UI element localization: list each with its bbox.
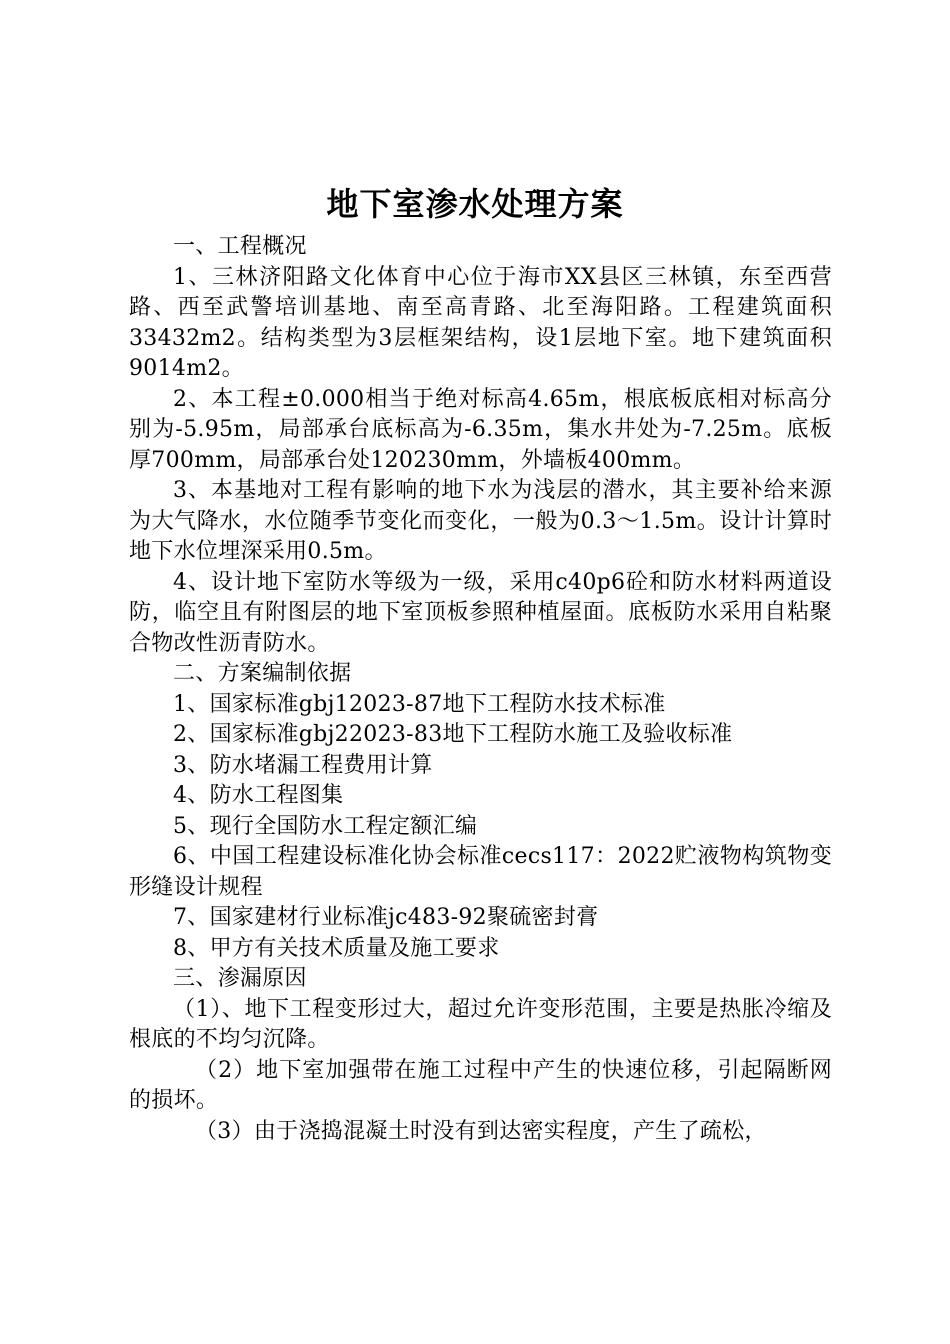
- basis-item: 7、国家建材行业标准jc483-92聚硫密封膏: [173, 905, 599, 930]
- cause-item: （1）、地下工程变形过大，超过允许变形范围，主要是热胀冷缩及根底的不均匀沉降。: [129, 996, 832, 1052]
- overview-paragraph-3: 3、本基地对工程有影响的地下水为浅层的潜水，其主要补给来源为大气降水，水位随季节变化而变化，一般为0.3～1.5m。设计计算时地下水位埋深采用0.5m。: [129, 478, 832, 564]
- section-heading-cause: 三、渗漏原因: [173, 966, 307, 991]
- overview-paragraph-1: 1、三林济阳路文化体育中心位于海市XX县区三林镇，东至西营路、西至武警培训基地、南至高青路、北至海阳路。工程建筑面积33432m2。结构类型为3层框架结构，设1层地下室。地下建筑面积9014m2。: [129, 264, 832, 381]
- overview-paragraph-4: 4、设计地下室防水等级为一级，采用c40p6砼和防水材料两道设防，临空且有附图层的地下室顶板参照种植屋面。底板防水采用自粘聚合物改性沥青防水。: [129, 569, 832, 656]
- section-heading-basis: 二、方案编制依据: [173, 661, 352, 686]
- document-title: 地下室渗水处理方案: [326, 185, 624, 223]
- basis-item: 5、现行全国防水工程定额汇编: [173, 813, 478, 839]
- basis-item: 2、国家标准gbj22023-83地下工程防水施工及验收标准: [173, 722, 733, 747]
- basis-item: 6、中国工程建设标准化协会标准cecs117：2022贮液物构筑物变形缝设计规程: [129, 844, 832, 900]
- document-body: [129, 232, 832, 1147]
- overview-paragraph-2: 2、本工程±0.000相当于绝对标高4.65m，根底板底相对标高分别为-5.95m，局部承台底标高为-6.35m，集水井处为-7.25m。底板厚700mm，局部承台处120230mm，外墙板400mm。: [129, 386, 832, 473]
- basis-item: 1、国家标准gbj12023-87地下工程防水技术标准: [173, 691, 666, 717]
- basis-item: 4、防水工程图集: [173, 783, 344, 808]
- basis-item: 3、防水堵漏工程费用计算: [173, 752, 433, 778]
- cause-item: （2）地下室加强带在施工过程中产生的快速位移，引起隔断网的损坏。: [129, 1057, 832, 1113]
- section-heading-overview: 一、工程概况: [173, 234, 307, 259]
- cause-item: （3）由于浇捣混凝土时没有到达密实程度，产生了疏松，: [195, 1118, 767, 1144]
- basis-item: 8、甲方有关技术质量及施工要求: [173, 935, 500, 961]
